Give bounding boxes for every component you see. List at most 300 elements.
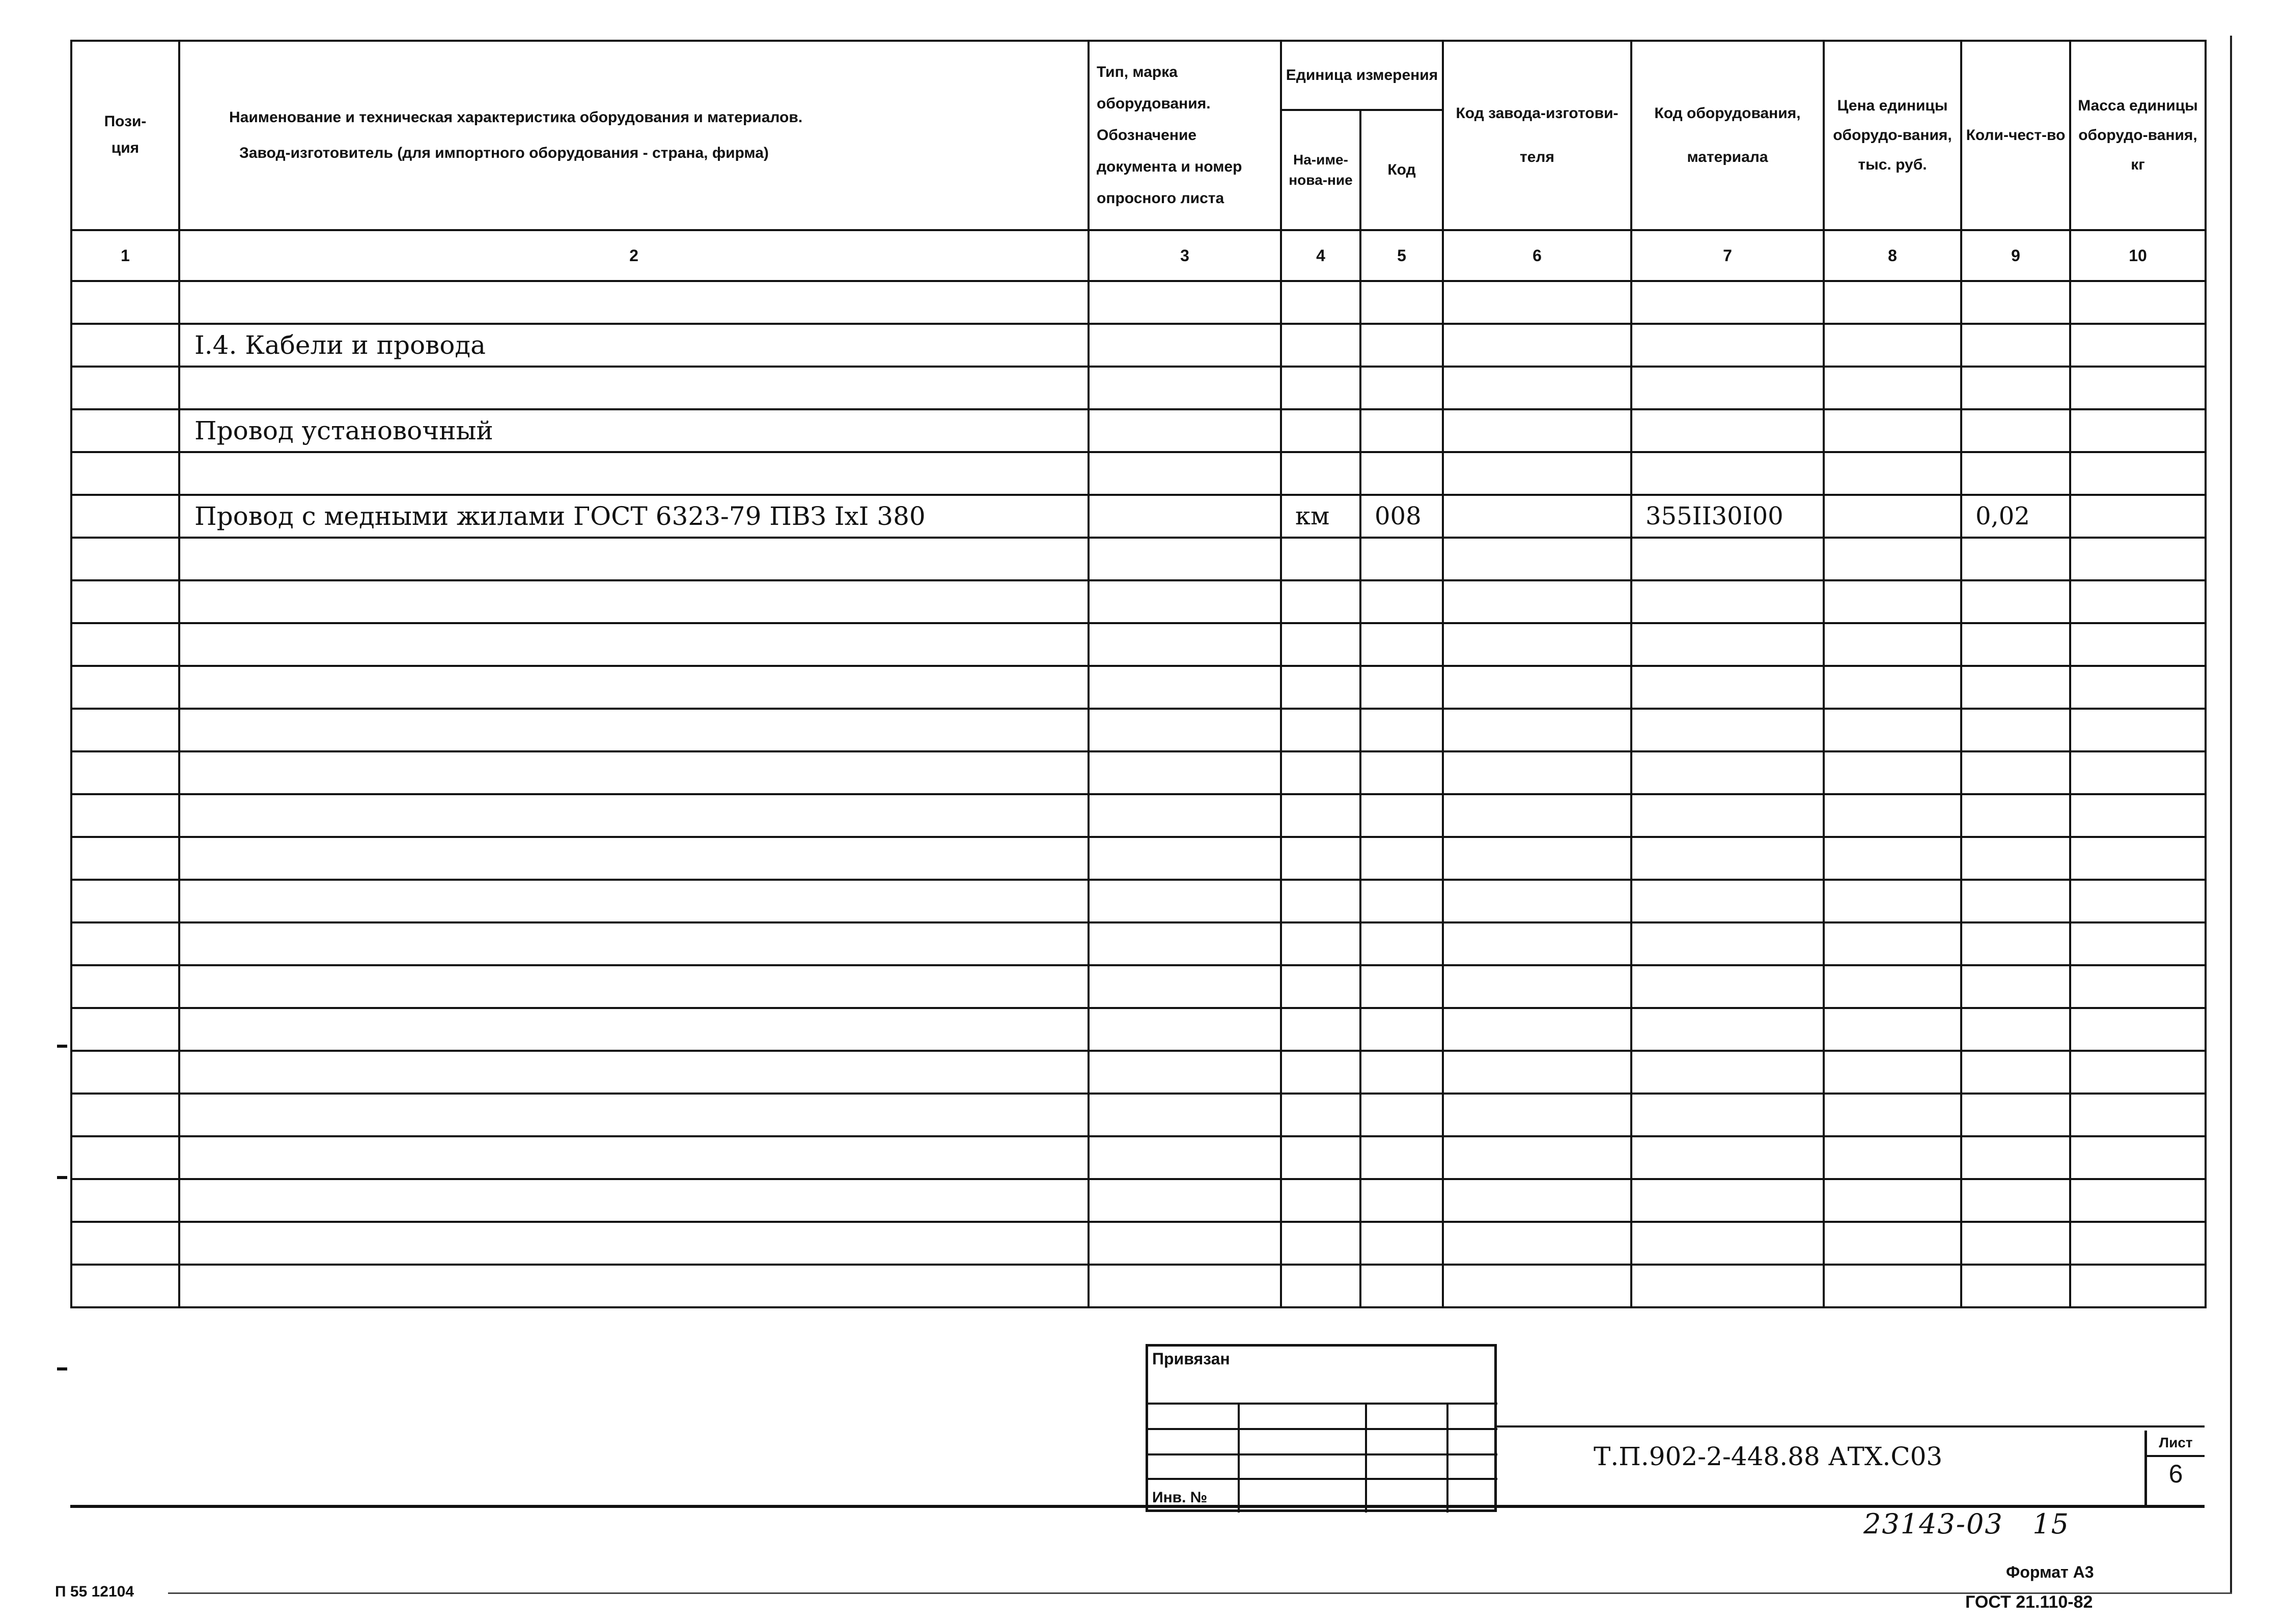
specification-table <box>70 40 2207 1308</box>
table-cell-4 <box>1281 1008 1360 1051</box>
table-cell-7 <box>1631 324 1824 367</box>
table-cell-10 <box>2070 751 2206 794</box>
table-cell-3 <box>1089 1008 1281 1051</box>
table-cell-10 <box>2070 837 2206 880</box>
table-cell-1 <box>71 794 179 837</box>
column-number: 10 <box>2070 230 2206 281</box>
table-cell-6 <box>1443 922 1631 965</box>
table-cell-9 <box>1961 794 2070 837</box>
table-cell-1 <box>71 1179 179 1222</box>
table-cell-1 <box>71 538 179 580</box>
table-cell-7 <box>1631 666 1824 709</box>
table-cell-5 <box>1360 837 1443 880</box>
table-cell-7: 355II30I00 <box>1631 495 1824 538</box>
table-cell-2: I.4. Кабели и провода <box>179 324 1089 367</box>
table-cell-7 <box>1631 1222 1824 1265</box>
table-cell-2 <box>179 1051 1089 1094</box>
sheet-box <box>2144 1431 2205 1505</box>
header-type: Тип, марка оборудования. Обозначение документа и номер опросного листа <box>1089 41 1281 230</box>
table-cell-7 <box>1631 837 1824 880</box>
table-cell-6 <box>1443 1094 1631 1136</box>
stamp-inventory-label: Инв. № <box>1152 1489 1208 1506</box>
table-cell-10 <box>2070 1222 2206 1265</box>
table-cell-2 <box>179 965 1089 1008</box>
table-cell-5 <box>1360 1222 1443 1265</box>
table-cell-7 <box>1631 1008 1824 1051</box>
header-position: Пози- ция <box>71 41 179 230</box>
table-cell-5 <box>1360 623 1443 666</box>
table-cell-8 <box>1824 281 1961 324</box>
table-cell-1 <box>71 281 179 324</box>
table-cell-4 <box>1281 409 1360 452</box>
table-cell-1 <box>71 837 179 880</box>
table-cell-10 <box>2070 1051 2206 1094</box>
table-cell-6 <box>1443 367 1631 409</box>
margin-tick <box>57 1045 67 1048</box>
table-cell-8 <box>1824 709 1961 751</box>
table-cell-4 <box>1281 623 1360 666</box>
table-cell-2 <box>179 666 1089 709</box>
table-cell-3 <box>1089 666 1281 709</box>
column-number: 8 <box>1824 230 1961 281</box>
table-cell-5 <box>1360 880 1443 922</box>
table-cell-4 <box>1281 1265 1360 1307</box>
table-cell-8 <box>1824 452 1961 495</box>
margin-tick <box>57 1367 67 1370</box>
table-cell-7 <box>1631 1094 1824 1136</box>
table-cell-4 <box>1281 709 1360 751</box>
table-cell-8 <box>1824 666 1961 709</box>
table-cell-7 <box>1631 1265 1824 1307</box>
table-cell-3 <box>1089 1179 1281 1222</box>
table-cell-1 <box>71 495 179 538</box>
table-cell-10 <box>2070 794 2206 837</box>
table-cell-10 <box>2070 1094 2206 1136</box>
table-cell-1 <box>71 452 179 495</box>
table-cell-3 <box>1089 709 1281 751</box>
table-cell-8 <box>1824 538 1961 580</box>
table-cell-1 <box>71 709 179 751</box>
table-cell-1 <box>71 880 179 922</box>
table-cell-8 <box>1824 495 1961 538</box>
table-cell-2: Провод установочный <box>179 409 1089 452</box>
table-cell-5 <box>1360 709 1443 751</box>
column-number: 7 <box>1631 230 1824 281</box>
table-cell-10 <box>2070 538 2206 580</box>
table-cell-4 <box>1281 367 1360 409</box>
table-cell-2 <box>179 538 1089 580</box>
table-row <box>71 538 2206 580</box>
table-cell-8 <box>1824 922 1961 965</box>
margin-tick <box>57 1176 67 1179</box>
header-unit-name: На-име-нова-ние <box>1281 110 1360 230</box>
table-cell-7 <box>1631 794 1824 837</box>
table-row <box>71 1136 2206 1179</box>
column-number: 5 <box>1360 230 1443 281</box>
table-cell-2 <box>179 794 1089 837</box>
table-cell-1 <box>71 965 179 1008</box>
table-cell-6 <box>1443 1222 1631 1265</box>
table-cell-1 <box>71 751 179 794</box>
table-cell-2 <box>179 837 1089 880</box>
table-cell-3 <box>1089 367 1281 409</box>
table-cell-5 <box>1360 922 1443 965</box>
handwritten-number: 23143-03 15 <box>1863 1508 2070 1540</box>
table-cell-9 <box>1961 880 2070 922</box>
table-cell-7 <box>1631 922 1824 965</box>
table-cell-5 <box>1360 794 1443 837</box>
header-name: Наименование и техническая характеристика оборудования и материалов. Завод-изготовитель (для импортного оборудования - страна, фирма) <box>179 41 1089 230</box>
table-cell-10 <box>2070 409 2206 452</box>
table-row <box>71 452 2206 495</box>
title-block-line <box>1497 1425 2205 1427</box>
table-cell-9 <box>1961 452 2070 495</box>
table-cell-4 <box>1281 1222 1360 1265</box>
table-cell-2 <box>179 1265 1089 1307</box>
table-cell-2 <box>179 880 1089 922</box>
table-cell-4 <box>1281 880 1360 922</box>
table-cell-6 <box>1443 452 1631 495</box>
table-cell-5 <box>1360 1179 1443 1222</box>
header-unit-code: Код <box>1360 110 1443 230</box>
table-cell-7 <box>1631 367 1824 409</box>
table-cell-9 <box>1961 538 2070 580</box>
table-cell-7 <box>1631 1179 1824 1222</box>
table-cell-9 <box>1961 965 2070 1008</box>
document-number: Т.П.902-2-448.88 АТХ.С03 <box>1594 1442 1943 1471</box>
table-cell-6 <box>1443 1051 1631 1094</box>
table-cell-5 <box>1360 666 1443 709</box>
table-cell-9 <box>1961 666 2070 709</box>
table-cell-8 <box>1824 623 1961 666</box>
table-cell-2 <box>179 1179 1089 1222</box>
table-cell-5 <box>1360 324 1443 367</box>
table-cell-9 <box>1961 1179 2070 1222</box>
table-cell-3 <box>1089 324 1281 367</box>
table-cell-3 <box>1089 922 1281 965</box>
table-cell-10 <box>2070 1265 2206 1307</box>
table-cell-7 <box>1631 751 1824 794</box>
table-cell-3 <box>1089 837 1281 880</box>
table-cell-1 <box>71 1222 179 1265</box>
table-cell-8 <box>1824 1265 1961 1307</box>
table-cell-3 <box>1089 495 1281 538</box>
table-cell-4 <box>1281 1051 1360 1094</box>
table-cell-10 <box>2070 580 2206 623</box>
table-cell-10 <box>2070 367 2206 409</box>
table-cell-4 <box>1281 1094 1360 1136</box>
table-cell-8 <box>1824 794 1961 837</box>
table-cell-4 <box>1281 538 1360 580</box>
table-cell-6 <box>1443 538 1631 580</box>
table-cell-9 <box>1961 324 2070 367</box>
table-cell-3 <box>1089 965 1281 1008</box>
table-row <box>71 324 2206 367</box>
table-cell-4 <box>1281 837 1360 880</box>
table-cell-9 <box>1961 837 2070 880</box>
table-row <box>71 1094 2206 1136</box>
table-cell-10 <box>2070 880 2206 922</box>
table-cell-10 <box>2070 1179 2206 1222</box>
table-row <box>71 751 2206 794</box>
table-cell-2 <box>179 452 1089 495</box>
table-row <box>71 1008 2206 1051</box>
table-cell-9 <box>1961 1008 2070 1051</box>
table-cell-9 <box>1961 623 2070 666</box>
table-row <box>71 880 2206 922</box>
table-cell-1 <box>71 1008 179 1051</box>
table-cell-5 <box>1360 1051 1443 1094</box>
table-row <box>71 666 2206 709</box>
sheet-label: Лист <box>2147 1431 2205 1457</box>
table-cell-6 <box>1443 965 1631 1008</box>
table-cell-8 <box>1824 1051 1961 1094</box>
table-cell-4 <box>1281 281 1360 324</box>
table-cell-4 <box>1281 922 1360 965</box>
table-cell-10 <box>2070 1008 2206 1051</box>
table-cell-3 <box>1089 281 1281 324</box>
format-label: Формат А3 <box>2006 1563 2094 1581</box>
table-cell-7 <box>1631 452 1824 495</box>
table-cell-9: 0,02 <box>1961 495 2070 538</box>
table-cell-8 <box>1824 965 1961 1008</box>
table-cell-10 <box>2070 666 2206 709</box>
table-cell-6 <box>1443 409 1631 452</box>
table-cell-10 <box>2070 324 2206 367</box>
sheet-number: 6 <box>2168 1460 2183 1488</box>
table-cell-6 <box>1443 281 1631 324</box>
table-cell-8 <box>1824 880 1961 922</box>
table-cell-7 <box>1631 281 1824 324</box>
table-cell-6 <box>1443 794 1631 837</box>
table-cell-4 <box>1281 580 1360 623</box>
table-cell-7 <box>1631 965 1824 1008</box>
table-cell-9 <box>1961 1094 2070 1136</box>
table-cell-9 <box>1961 281 2070 324</box>
table-cell-8 <box>1824 1179 1961 1222</box>
table-cell-1 <box>71 1051 179 1094</box>
table-cell-3 <box>1089 452 1281 495</box>
table-cell-2 <box>179 281 1089 324</box>
table-row <box>71 623 2206 666</box>
table-cell-7 <box>1631 1136 1824 1179</box>
table-cell-1 <box>71 1094 179 1136</box>
table-cell-10 <box>2070 623 2206 666</box>
table-cell-5 <box>1360 367 1443 409</box>
table-cell-1 <box>71 623 179 666</box>
table-cell-3 <box>1089 409 1281 452</box>
table-row <box>71 837 2206 880</box>
table-cell-4 <box>1281 666 1360 709</box>
table-cell-9 <box>1961 409 2070 452</box>
table-cell-4 <box>1281 1136 1360 1179</box>
table-cell-3 <box>1089 1051 1281 1094</box>
header-equipment-code: Код оборудования, материала <box>1631 41 1824 230</box>
table-cell-10 <box>2070 965 2206 1008</box>
table-cell-9 <box>1961 580 2070 623</box>
table-cell-5 <box>1360 1094 1443 1136</box>
table-cell-6 <box>1443 1008 1631 1051</box>
table-cell-5 <box>1360 281 1443 324</box>
table-cell-5 <box>1360 965 1443 1008</box>
table-cell-9 <box>1961 751 2070 794</box>
column-number: 3 <box>1089 230 1281 281</box>
table-cell-5 <box>1360 1265 1443 1307</box>
table-cell-9 <box>1961 1222 2070 1265</box>
table-cell-5 <box>1360 452 1443 495</box>
table-cell-9 <box>1961 1051 2070 1094</box>
table-cell-2 <box>179 1136 1089 1179</box>
table-cell-8 <box>1824 837 1961 880</box>
table-cell-2 <box>179 623 1089 666</box>
table-row <box>71 794 2206 837</box>
table-row <box>71 709 2206 751</box>
table-cell-3 <box>1089 1265 1281 1307</box>
table-cell-1 <box>71 666 179 709</box>
table-cell-8 <box>1824 1222 1961 1265</box>
left-code: П 55 12104 <box>55 1583 134 1600</box>
table-row <box>71 367 2206 409</box>
table-cell-5 <box>1360 409 1443 452</box>
table-cell-3 <box>1089 751 1281 794</box>
table-cell-3 <box>1089 794 1281 837</box>
table-row <box>71 1179 2206 1222</box>
table-cell-7 <box>1631 580 1824 623</box>
table-cell-6 <box>1443 1179 1631 1222</box>
table-cell-2 <box>179 751 1089 794</box>
table-cell-10 <box>2070 1136 2206 1179</box>
table-cell-2 <box>179 1222 1089 1265</box>
table-cell-6 <box>1443 1136 1631 1179</box>
table-cell-10 <box>2070 452 2206 495</box>
header-factory-code: Код завода-изготови-теля <box>1443 41 1631 230</box>
table-row <box>71 580 2206 623</box>
binding-stamp <box>1146 1344 1497 1512</box>
outer-border-right <box>2230 36 2232 1593</box>
table-cell-4 <box>1281 452 1360 495</box>
table-cell-9 <box>1961 922 2070 965</box>
table-cell-5 <box>1360 580 1443 623</box>
table-row <box>71 922 2206 965</box>
gost-label: ГОСТ 21.110-82 <box>1965 1592 2093 1612</box>
table-cell-1 <box>71 922 179 965</box>
table-cell-3 <box>1089 1222 1281 1265</box>
table-cell-10 <box>2070 922 2206 965</box>
table-row <box>71 495 2206 538</box>
table-cell-1 <box>71 580 179 623</box>
table-cell-6 <box>1443 324 1631 367</box>
table-cell-4: км <box>1281 495 1360 538</box>
table-cell-2 <box>179 1008 1089 1051</box>
table-cell-3 <box>1089 1136 1281 1179</box>
table-cell-7 <box>1631 538 1824 580</box>
table-cell-2 <box>179 580 1089 623</box>
table-cell-7 <box>1631 709 1824 751</box>
table-cell-2 <box>179 922 1089 965</box>
table-cell-9 <box>1961 367 2070 409</box>
table-cell-2: Провод с медными жилами ГОСТ 6323-79 ПВЗ IxI 380 <box>179 495 1089 538</box>
header-price: Цена единицы оборудо-вания, тыс. руб. <box>1824 41 1961 230</box>
table-cell-8 <box>1824 367 1961 409</box>
column-number: 6 <box>1443 230 1631 281</box>
stamp-label: Привязан <box>1152 1350 1230 1368</box>
table-cell-3 <box>1089 623 1281 666</box>
table-cell-6 <box>1443 837 1631 880</box>
table-cell-3 <box>1089 580 1281 623</box>
table-cell-5 <box>1360 751 1443 794</box>
column-number: 4 <box>1281 230 1360 281</box>
table-cell-5 <box>1360 1008 1443 1051</box>
table-cell-1 <box>71 1136 179 1179</box>
table-row <box>71 1051 2206 1094</box>
header-quantity: Коли-чест-во <box>1961 41 2070 230</box>
table-cell-4 <box>1281 751 1360 794</box>
table-cell-6 <box>1443 495 1631 538</box>
table-row <box>71 281 2206 324</box>
table-cell-3 <box>1089 1094 1281 1136</box>
table-row <box>71 409 2206 452</box>
table-cell-3 <box>1089 880 1281 922</box>
table-cell-7 <box>1631 880 1824 922</box>
table-cell-9 <box>1961 1136 2070 1179</box>
table-cell-5: 008 <box>1360 495 1443 538</box>
table-cell-6 <box>1443 580 1631 623</box>
table-cell-5 <box>1360 1136 1443 1179</box>
outer-border-bottom <box>168 1592 2232 1594</box>
table-cell-7 <box>1631 1051 1824 1094</box>
table-cell-4 <box>1281 1179 1360 1222</box>
table-cell-2 <box>179 367 1089 409</box>
table-cell-5 <box>1360 538 1443 580</box>
table-row <box>71 1222 2206 1265</box>
column-number: 9 <box>1961 230 2070 281</box>
header-unit-group: Единица измерения <box>1281 41 1443 110</box>
table-cell-2 <box>179 709 1089 751</box>
table-cell-6 <box>1443 751 1631 794</box>
table-cell-6 <box>1443 1265 1631 1307</box>
table-cell-1 <box>71 409 179 452</box>
table-cell-1 <box>71 324 179 367</box>
header-mass: Масса единицы оборудо-вания, кг <box>2070 41 2206 230</box>
table-cell-2 <box>179 1094 1089 1136</box>
column-numbers-row <box>71 230 2206 281</box>
table-cell-6 <box>1443 666 1631 709</box>
table-cell-1 <box>71 367 179 409</box>
column-number: 2 <box>179 230 1089 281</box>
table-cell-6 <box>1443 709 1631 751</box>
table-cell-6 <box>1443 880 1631 922</box>
table-row <box>71 965 2206 1008</box>
table-cell-7 <box>1631 409 1824 452</box>
column-number: 1 <box>71 230 179 281</box>
table-cell-3 <box>1089 538 1281 580</box>
table-cell-8 <box>1824 751 1961 794</box>
table-cell-4 <box>1281 324 1360 367</box>
table-cell-4 <box>1281 965 1360 1008</box>
table-cell-1 <box>71 1265 179 1307</box>
table-cell-8 <box>1824 1136 1961 1179</box>
table-cell-8 <box>1824 580 1961 623</box>
table-cell-9 <box>1961 709 2070 751</box>
table-cell-8 <box>1824 1094 1961 1136</box>
table-cell-7 <box>1631 623 1824 666</box>
table-cell-8 <box>1824 1008 1961 1051</box>
table-cell-4 <box>1281 794 1360 837</box>
table-row <box>71 1265 2206 1307</box>
table-cell-10 <box>2070 709 2206 751</box>
table-cell-10 <box>2070 281 2206 324</box>
table-cell-10 <box>2070 495 2206 538</box>
